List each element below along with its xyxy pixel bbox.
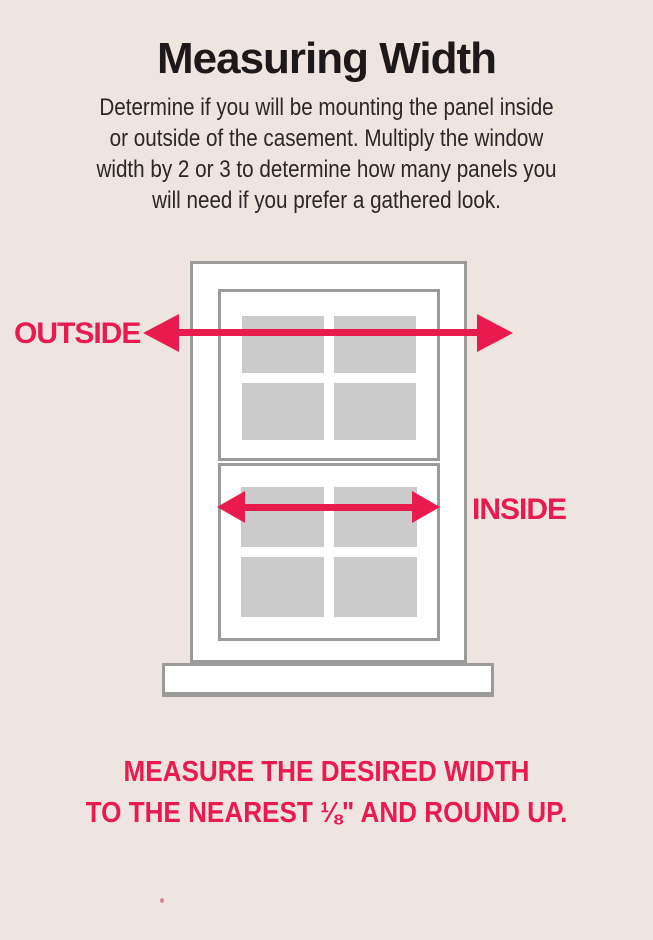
window-pane	[334, 316, 416, 373]
intro-text	[46, 92, 608, 216]
window-sill	[162, 663, 494, 697]
small-dot	[160, 898, 164, 903]
intro-line-4: will need if you prefer a gathered look.	[152, 187, 501, 214]
inside-arrow-right-icon	[412, 491, 440, 523]
window-pane	[242, 383, 324, 440]
window-pane	[242, 316, 324, 373]
page-title: Measuring Width	[156, 34, 497, 83]
window-upper-sash	[218, 289, 440, 461]
window-pane	[241, 487, 324, 547]
intro-line-1: Determine if you will be mounting the panel inside	[99, 94, 554, 121]
window-pane	[241, 557, 324, 617]
intro-line-2: or outside of the casement. Multiply the window	[109, 125, 544, 152]
outside-label: OUTSIDE	[14, 317, 141, 350]
window-pane	[334, 557, 417, 617]
measure-instruction-line-1: MEASURE THE DESIRED WIDTH	[123, 756, 530, 788]
inside-label: INSIDE	[472, 493, 567, 526]
intro-line-3: width by 2 or 3 to determine how many panels you	[96, 156, 557, 183]
measure-instruction-line-2: TO THE NEAREST ⅛" AND ROUND UP.	[85, 797, 568, 829]
outside-arrow-right-icon	[477, 314, 513, 352]
inside-arrow-shaft	[239, 504, 418, 511]
window-pane	[334, 487, 417, 547]
window-frame	[190, 261, 467, 663]
window-pane	[334, 383, 416, 440]
measure-instruction	[33, 752, 621, 834]
outside-arrow-shaft	[170, 329, 486, 336]
window-lower-sash	[218, 463, 440, 641]
